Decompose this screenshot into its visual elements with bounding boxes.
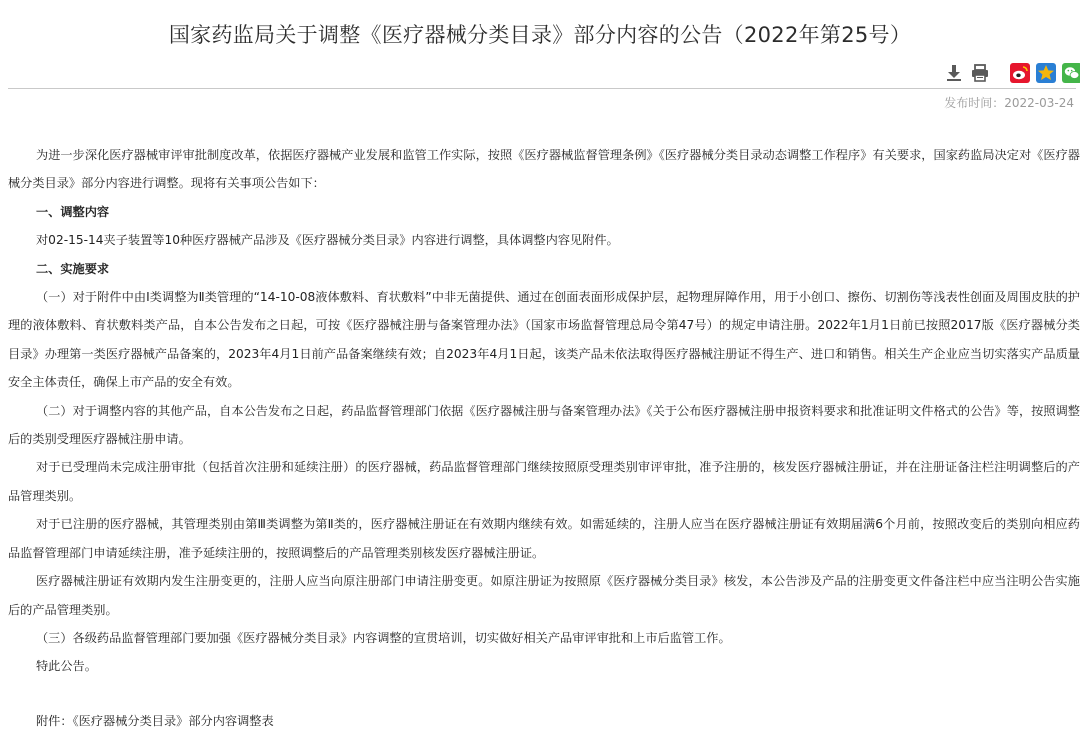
weibo-icon[interactable] bbox=[1010, 63, 1030, 83]
wechat-icon[interactable] bbox=[1062, 63, 1080, 83]
paragraph-registration-change: 医疗器械注册证有效期内发生注册变更的，注册人应当向原注册部门申请注册变更。如原注册证为按照原《医疗器械分类目录》核发，本公告涉及产品的注册变更文件备注栏中应当注明公告实施后的产品管理类别。 bbox=[8, 574, 1080, 617]
download-icon[interactable] bbox=[944, 63, 964, 83]
title-divider bbox=[8, 88, 1076, 89]
paragraph-closing: 特此公告。 bbox=[36, 659, 97, 674]
page-title: 国家药监局关于调整《医疗器械分类目录》部分内容的公告（2022年第25号） bbox=[168, 23, 912, 47]
section-heading-adjustment: 一、调整内容 bbox=[36, 204, 110, 219]
share-toolbar bbox=[944, 62, 1080, 84]
paragraph-implementation-2: （二）对于调整内容的其他产品，自本公告发布之日起，药品监督管理部门依据《医疗器械注册与备案管理办法》《关于公布医疗器械注册申报资料要求和批准证明文件格式的公告》等，按照调整后的类别受理医疗器械注册申请。 bbox=[8, 403, 1080, 447]
paragraph-implementation-1: （一）对于附件中由Ⅰ类调整为Ⅱ类管理的“14-10-08液体敷料、育状敷料”中非无菌提供、通过在创面表面形成保护层，起物理屏障作用，用于小创口、擦伤、切割伤等浅表性创面及周围皮肤的护理的液体敷料、育状敷料类产品，自本公告发布之日起，可按《医疗器械注册与备案管理办法》（国家市场监督管理总局令第47号）的规定申请注册。2022年1月1日前已按照2017版《医疗器械分类目录》办理第一类医疗器械产品备案的，2023年4月1日前产品备案继续有效；自2023年4月1日起，该类产品未依法取得医疗器械注册证不得生产、进口和销售。相关生产企业应当切实落实产品质量安全主体责任，确保上市产品的安全有效。 bbox=[8, 290, 1080, 390]
section-heading-implementation: 二、实施要求 bbox=[36, 261, 110, 276]
paragraph-intro: 为进一步深化医疗器械审评审批制度改革，依据医疗器械产业发展和监管工作实际，按照《医疗器械监督管理条例》《医疗器械分类目录动态调整工作程序》有关要求，国家药监局决定对《医疗器械分类目录》部分内容进行调整。现将有关事项公告如下： bbox=[8, 148, 1080, 191]
attachment-link[interactable]: 附件：《医疗器械分类目录》部分内容调整表 bbox=[36, 713, 274, 728]
qzone-icon[interactable] bbox=[1036, 63, 1056, 83]
paragraph-pending-registration: 对于已受理尚未完成注册审批（包括首次注册和延续注册）的医疗器械，药品监督管理部门继续按照原受理类别审评审批，准予注册的，核发医疗器械注册证，并在注册证备注栏注明调整后的产品管理类别。 bbox=[8, 460, 1080, 503]
publish-time: 发布时间：2022-03-24 bbox=[944, 96, 1074, 110]
print-icon[interactable] bbox=[970, 63, 990, 83]
announcement-body bbox=[8, 141, 1080, 735]
paragraph-adjustment: 对02-15-14夹子装置等10种医疗器械产品涉及《医疗器械分类目录》内容进行调整，具体调整内容见附件。 bbox=[36, 233, 619, 248]
paragraph-registered-devices: 对于已注册的医疗器械，其管理类别由第Ⅲ类调整为第Ⅱ类的，医疗器械注册证在有效期内继续有效。如需延续的，注册人应当在医疗器械注册证有效期届满6个月前，按照改变后的类别向相应药品监督管理部门申请延续注册，准予延续注册的，按照调整后的产品管理类别核发医疗器械注册证。 bbox=[8, 517, 1080, 560]
paragraph-implementation-3: （三）各级药品监督管理部门要加强《医疗器械分类目录》内容调整的宣贯培训，切实做好相关产品审评审批和上市后监管工作。 bbox=[36, 630, 731, 645]
